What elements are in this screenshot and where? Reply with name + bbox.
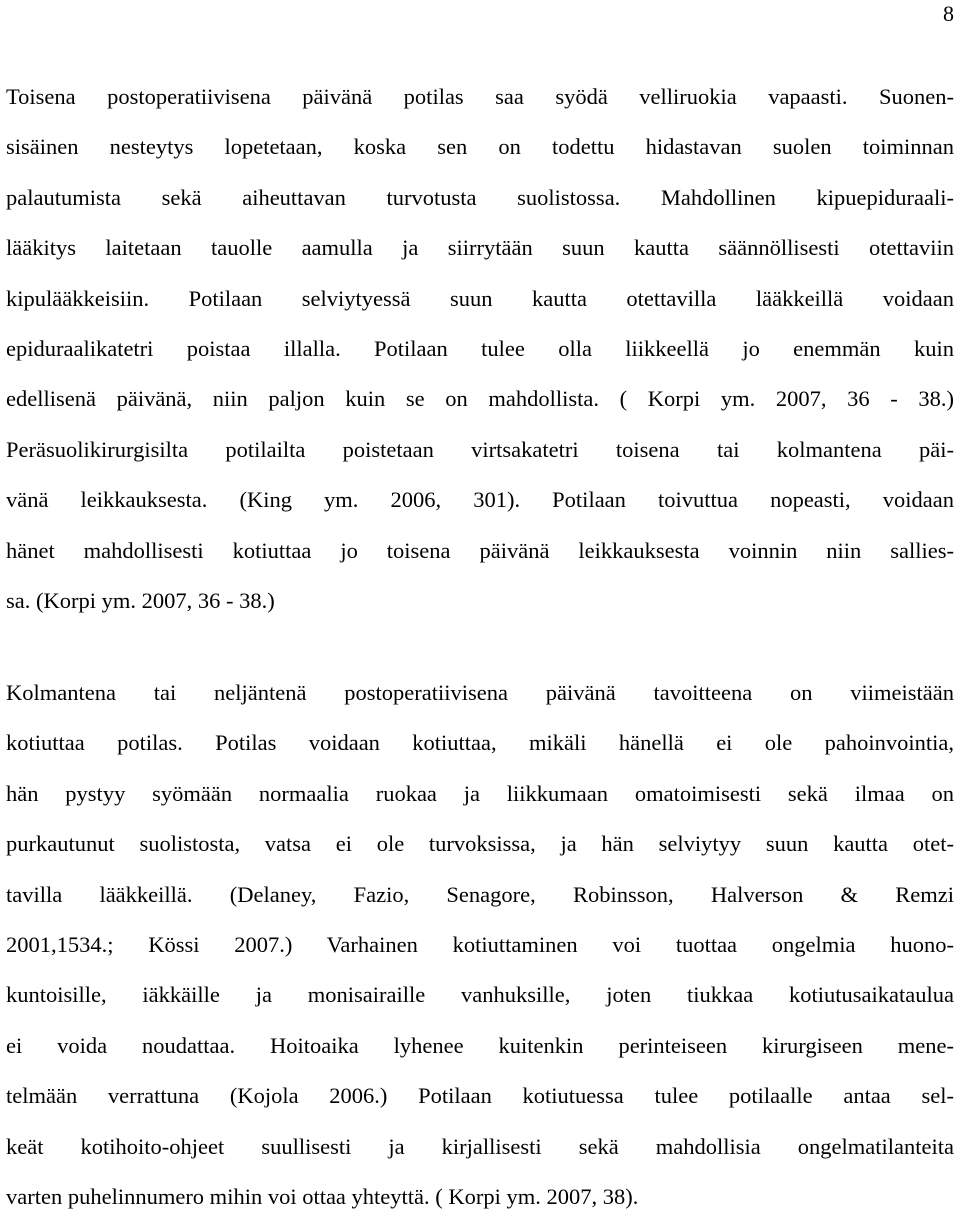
- text-line: varten puhelinnumero mihin voi ottaa yhteyttä. ( Korpi ym. 2007, 38).: [6, 1183, 639, 1209]
- text-line: tavilla lääkkeillä. (Delaney, Fazio, Senagore, Robinsson, Halverson & Remzi: [6, 881, 954, 907]
- text-line: 2001,1534.; Kössi 2007.) Varhainen kotiuttaminen voi tuottaa ongelmia huono-: [6, 931, 954, 957]
- text-line: kuntoisille, iäkkäille ja monisairaille vanhuksille, joten tiukkaa kotiutusaikataulua: [6, 982, 954, 1008]
- text-line: keät kotihoito-ohjeet suullisesti ja kirjallisesti sekä mahdollisia ongelmatilanteita: [6, 1133, 954, 1159]
- text-line: sa. (Korpi ym. 2007, 36 - 38.): [6, 587, 275, 613]
- paragraph-postoperative-day-two: [6, 72, 954, 626]
- text-line: kotiuttaa potilas. Potilas voidaan kotiuttaa, mikäli hänellä ei ole pahoinvointia,: [6, 730, 954, 756]
- page-number: 8: [943, 1, 954, 26]
- text-line: Peräsuolikirurgisilta potilailta poistetaan virtsakatetri toisena tai kolmantena päi-: [6, 436, 954, 462]
- text-line: hänet mahdollisesti kotiuttaa jo toisena päivänä leikkauksesta voinnin niin sallies-: [6, 537, 954, 563]
- text-line: telmään verrattuna (Kojola 2006.) Potilaan kotiutuessa tulee potilaalle antaa sel-: [6, 1083, 954, 1109]
- text-line: hän pystyy syömään normaalia ruokaa ja liikkumaan omatoimisesti sekä ilmaa on: [6, 780, 954, 806]
- text-line: vänä leikkauksesta. (King ym. 2006, 301). Potilaan toivuttua nopeasti, voidaan: [6, 487, 954, 513]
- text-line: sisäinen nesteytys lopetetaan, koska sen on todettu hidastavan suolen toiminnan: [6, 134, 954, 160]
- text-line: edellisenä päivänä, niin paljon kuin se on mahdollista. ( Korpi ym. 2007, 36 - 38.): [6, 386, 954, 412]
- text-line: purkautunut suolistosta, vatsa ei ole turvoksissa, ja hän selviytyy suun kautta otet-: [6, 831, 954, 857]
- text-line: lääkitys laitetaan tauolle aamulla ja siirrytään suun kautta säännöllisesti otettaviin: [6, 235, 954, 261]
- text-line: epiduraalikatetri poistaa illalla. Potilaan tulee olla liikkeellä jo enemmän kuin: [6, 335, 954, 361]
- text-line: kipulääkkeisiin. Potilaan selviytyessä suun kautta otettavilla lääkkeillä voidaan: [6, 285, 954, 311]
- text-line: Toisena postoperatiivisena päivänä potilas saa syödä velliruokia vapaasti. Suonen-: [6, 84, 954, 109]
- text-line: palautumista sekä aiheuttavan turvotusta suolistossa. Mahdollinen kipuepiduraali-: [6, 184, 954, 210]
- text-line: ei voida noudattaa. Hoitoaika lyhenee kuitenkin perinteiseen kirurgiseen mene-: [6, 1032, 954, 1058]
- text-line: Kolmantena tai neljäntenä postoperatiivisena päivänä tavoitteena on viimeistään: [6, 680, 954, 705]
- paragraph-discharge: [6, 668, 954, 1222]
